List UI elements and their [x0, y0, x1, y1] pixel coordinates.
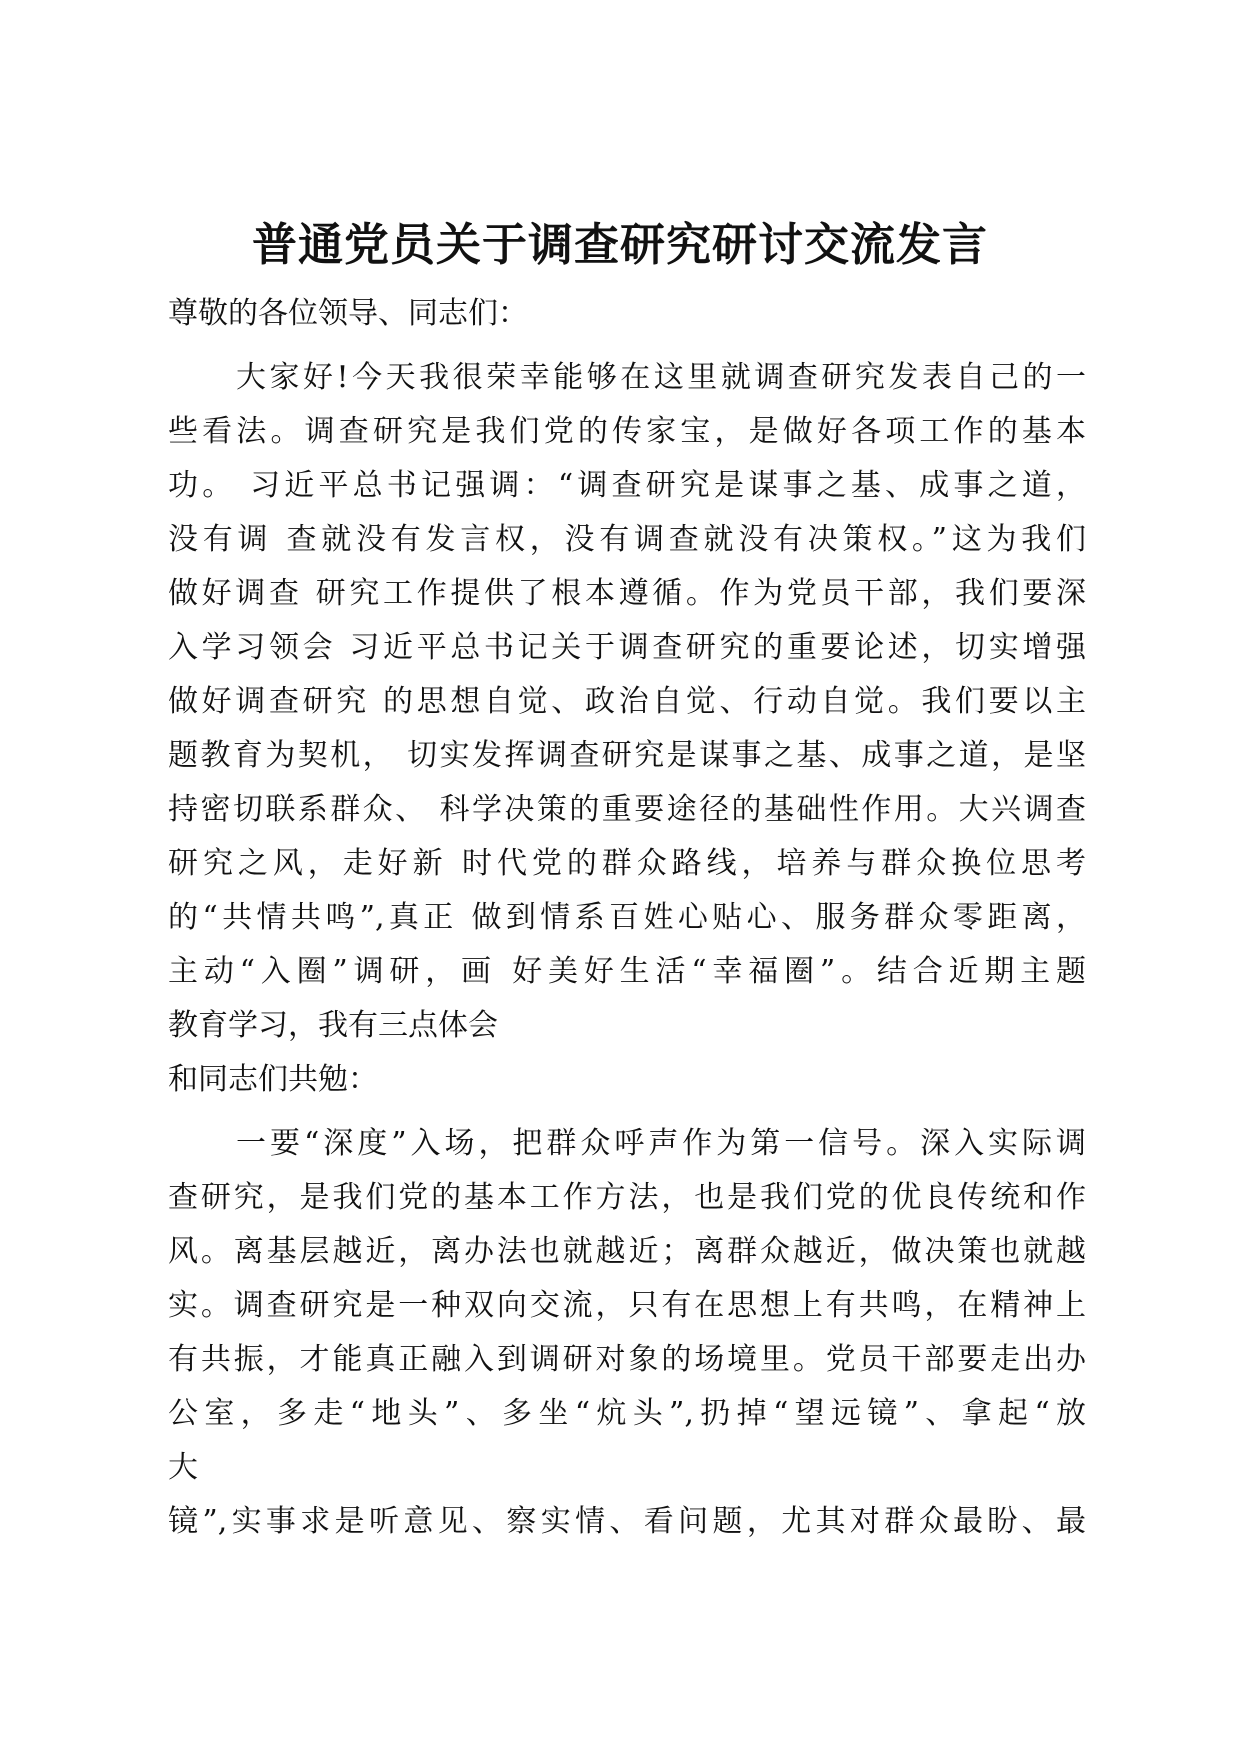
- paragraph-line: 公室，多走“地头”、多坐“炕头”,扔掉“望远镜”、拿起“放: [168, 1396, 1086, 1431]
- paragraph-line: 研究之风，走好新 时代党的群众路线，培养与群众换位思考: [168, 846, 1086, 881]
- paragraph-line: 风。离基层越近，离办法也就越近；离群众越近，做决策也就越: [168, 1234, 1086, 1269]
- paragraph-line: 一要“深度”入场，把群众呼声作为第一信号。深入实际调: [236, 1126, 1086, 1161]
- paragraph-2: [168, 1117, 1086, 1549]
- paragraph-line: 大家好!今天我很荣幸能够在这里就调查研究发表自己的一: [236, 360, 1086, 395]
- paragraph-line: 镜”,实事求是听意见、察实情、看问题，尤其对群众最盼、最: [168, 1504, 1086, 1539]
- paragraph-line: 查研究，是我们党的基本工作方法，也是我们党的优良传统和作: [168, 1180, 1086, 1215]
- paragraph-line: 功。 习近平总书记强调：“调查研究是谋事之基、成事之道，: [168, 468, 1086, 503]
- paragraph-line: 做好调查 研究工作提供了根本遵循。作为党员干部，我们要深: [168, 576, 1086, 611]
- paragraph-line: 入学习领会 习近平总书记关于调查研究的重要论述，切实增强: [168, 630, 1086, 665]
- paragraph-line: 的“共情共鸣”,真正 做到情系百姓心贴心、服务群众零距离，: [168, 900, 1086, 935]
- paragraph-line: 主动“入圈”调研，画 好美好生活“幸福圈”。结合近期主题: [168, 954, 1086, 989]
- document-body: [168, 287, 1086, 1549]
- paragraph-line: 没有调 查就没有发言权，没有调查就没有决策权。”这为我们: [168, 522, 1086, 557]
- paragraph-line: 大: [168, 1450, 198, 1485]
- paragraph-line: 教育学习，我有三点体会: [168, 1008, 498, 1043]
- paragraph-line: 实。调查研究是一种双向交流，只有在思想上有共鸣，在精神上: [168, 1288, 1086, 1323]
- paragraph-line: 和同志们共勉：: [168, 1062, 378, 1097]
- paragraph-line: 做好调查研究 的思想自觉、政治自觉、行动自觉。我们要以主: [168, 684, 1086, 719]
- paragraph-line: 些看法。调查研究是我们党的传家宝，是做好各项工作的基本: [168, 414, 1086, 449]
- paragraph-line: 题教育为契机， 切实发挥调查研究是谋事之基、成事之道，是坚: [168, 738, 1086, 773]
- salutation: 尊敬的各位领导、同志们：: [168, 296, 528, 331]
- paragraph-line: 持密切联系群众、 科学决策的重要途径的基础性作用。大兴调查: [168, 792, 1086, 827]
- paragraph-line: 有共振，才能真正融入到调研对象的场境里。党员干部要走出办: [168, 1342, 1086, 1377]
- paragraph-1: [168, 351, 1086, 1107]
- document-title: 普通党员关于调查研究研讨交流发言: [251, 218, 988, 271]
